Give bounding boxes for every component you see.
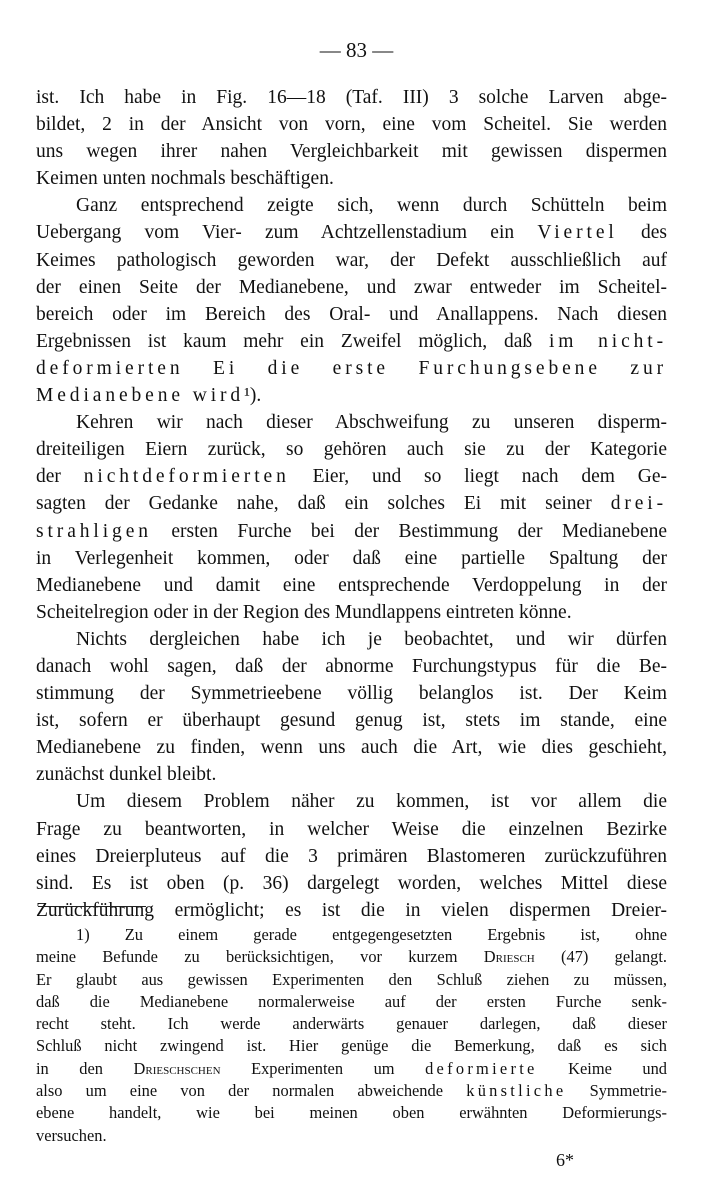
footnote-line: daß die Medianebene normalerweise auf der ersten Furche senk- bbox=[36, 991, 667, 1011]
footnote-line: ebene handelt, wie bei meinen oben erwähnten Deformierungs- bbox=[36, 1103, 667, 1123]
text-line: Ergebnissen ist kaum mehr ein Zweifel möglich, daß im nicht- bbox=[36, 330, 668, 352]
footnote-line: recht steht. Ich werde anderwärts genauer darlegen, daß dieser bbox=[36, 1014, 667, 1034]
footnote-line: Er glaubt aus gewissen Experimenten den Schluß ziehen zu müssen, bbox=[36, 969, 667, 989]
text-line: Scheitelregion oder in der Region des Mundlappens eintreten könne. bbox=[36, 601, 572, 623]
text-line: Keimes pathologisch geworden war, der Defekt ausschließlich auf bbox=[36, 249, 667, 271]
text-line: bildet, 2 in der Ansicht von vorn, eine vom Scheitel. Sie werden bbox=[36, 114, 667, 136]
footnote-line: Schluß nicht zwingend ist. Hier genüge die Bemerkung, daß es sich bbox=[36, 1036, 667, 1056]
footnote-line: in den Drieschschen Experimenten um deformierte Keime und bbox=[36, 1058, 667, 1078]
text-line: sagten der Gedanke nahe, daß ein solches Ei mit seiner drei- bbox=[36, 493, 667, 515]
footnote-line: meine Befunde zu berücksichtigen, vor kurzem Driesch (47) gelangt. bbox=[36, 947, 667, 967]
paragraph bbox=[36, 626, 667, 789]
footnote-ref: ¹). bbox=[244, 385, 262, 407]
author-name: Driesch bbox=[483, 947, 535, 967]
text-line: in Verlegenheit kommen, oder daß eine partielle Spaltung der bbox=[36, 547, 667, 569]
footnote bbox=[36, 924, 667, 1147]
text-line: Zurückführung ermöglicht; es ist die in vielen dispermen Dreier- bbox=[36, 899, 667, 921]
footnote-line: versuchen. bbox=[36, 1125, 107, 1145]
emphasis-text: Viertel bbox=[537, 222, 618, 244]
text-line: der nichtdeformierten Eier, und so liegt nach dem Ge- bbox=[36, 466, 667, 488]
emphasis-text: drei- bbox=[610, 493, 667, 515]
text-line: strahligen ersten Furche bei der Bestimmung der Medianebene bbox=[36, 520, 667, 542]
text-line: zunächst dunkel bleibt. bbox=[36, 764, 217, 786]
text-line: ist. Ich habe in Fig. 16—18 (Taf. III) 3 solche Larven abge- bbox=[36, 87, 667, 108]
text-line: Keimen unten nochmals beschäftigen. bbox=[36, 168, 334, 190]
emphasis-text: deformierten Ei die erste Furchungsebene zur bbox=[36, 357, 667, 379]
text-line: Nichts dergleichen habe ich je beobachtet, und wir dürfen bbox=[76, 628, 667, 650]
footnote-line: also um eine von der normalen abweichende künstliche Symmetrie- bbox=[36, 1081, 668, 1101]
emphasis-text: nichtdeformierten bbox=[83, 466, 290, 488]
text-line: danach wohl sagen, daß der abnorme Furchungstypus für die Be- bbox=[36, 655, 667, 677]
text-line: der einen Seite der Medianebene, und zwar entweder im Scheitel- bbox=[36, 276, 667, 298]
emphasis-text: deformierte bbox=[425, 1058, 538, 1078]
text-line: Kehren wir nach dieser Abschweifung zu unseren disperm- bbox=[76, 412, 667, 434]
text-line: ist, sofern er überhaupt gesund genug ist, stets im stande, eine bbox=[36, 710, 667, 732]
text-line: sind. Es ist oben (p. 36) dargelegt worden, welches Mittel diese bbox=[36, 872, 667, 894]
page-number: — 83 — bbox=[319, 38, 394, 62]
text-line: bereich oder im Bereich des Oral- und Anallappens. Nach diesen bbox=[36, 303, 667, 325]
body-text bbox=[36, 84, 667, 924]
emphasis-text: künstliche bbox=[466, 1081, 567, 1101]
text-line: Ganz entsprechend zeigte sich, wenn durch Schütteln beim bbox=[76, 195, 667, 217]
text-line: Um diesem Problem näher zu kommen, ist vor allem die bbox=[76, 791, 667, 813]
emphasis-text: Medianebene wird bbox=[36, 385, 245, 407]
text-line: Uebergang vom Vier- zum Achtzellenstadium ein Viertel des bbox=[36, 222, 667, 244]
signature-mark: 6* bbox=[556, 1150, 574, 1170]
paragraph bbox=[36, 409, 667, 626]
text-line: Medianebene und damit eine entsprechende Verdoppelung in der bbox=[36, 574, 667, 596]
text-line: stimmung der Symmetrieebene völlig belanglos ist. Der Keim bbox=[36, 683, 667, 705]
text-line: uns wegen ihrer nahen Vergleichbarkeit mit gewissen dispermen bbox=[36, 141, 667, 163]
text-line: dreiteiligen Eiern zurück, so gehören auch sie zu der Kategorie bbox=[36, 439, 667, 461]
paragraph bbox=[36, 788, 667, 923]
footnote-divider bbox=[38, 906, 146, 907]
emphasis-text: im nicht- bbox=[548, 330, 668, 352]
text-line: Frage zu beantworten, in welcher Weise die einzelnen Bezirke bbox=[36, 818, 667, 840]
text-line bbox=[36, 382, 667, 409]
footnote-line: 1) Zu einem gerade entgegengesetzten Ergebnis ist, ohne bbox=[76, 925, 667, 944]
paragraph bbox=[36, 84, 667, 192]
author-name: Drieschschen bbox=[133, 1058, 221, 1078]
paragraph bbox=[36, 192, 667, 409]
emphasis-text: strahligen bbox=[36, 520, 152, 542]
text-line bbox=[36, 355, 667, 382]
text-line: eines Dreierpluteus auf die 3 primären Blastomeren zurückzuführen bbox=[36, 845, 667, 867]
text-line: Medianebene zu finden, wenn uns auch die Art, wie dies geschieht, bbox=[36, 737, 667, 759]
